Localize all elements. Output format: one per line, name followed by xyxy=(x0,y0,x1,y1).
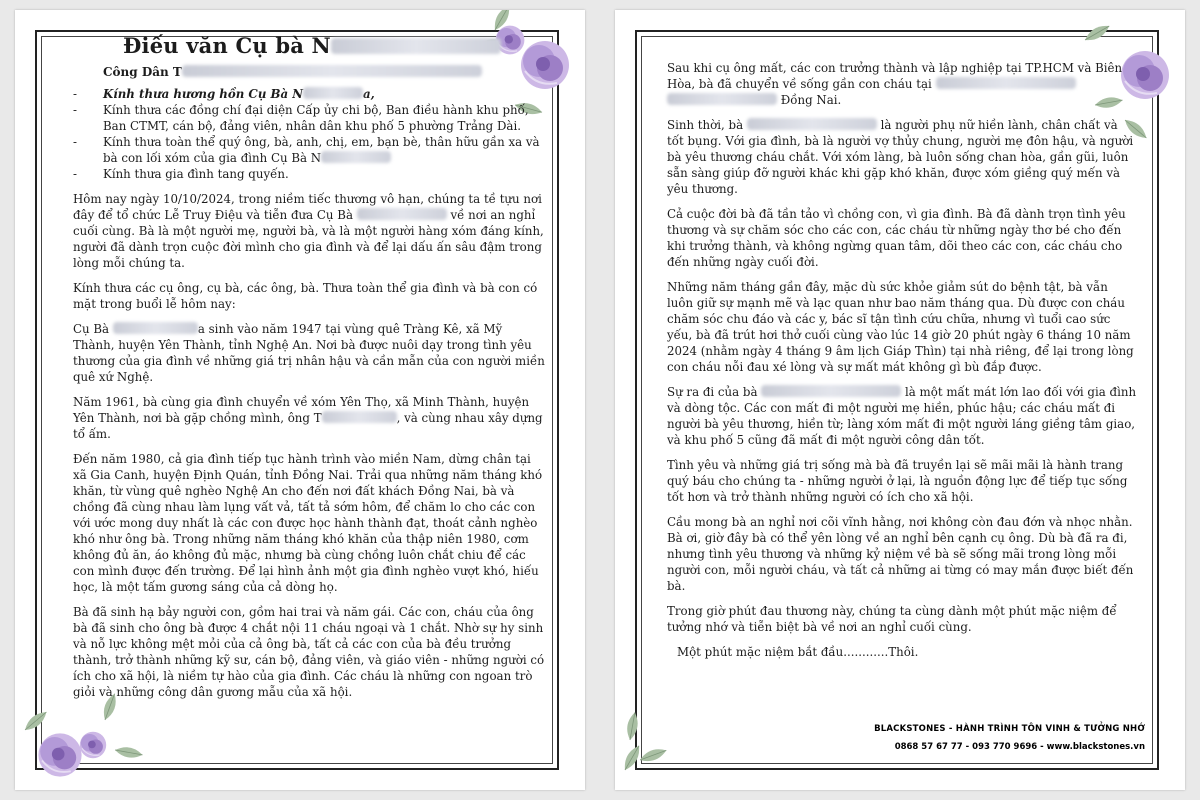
paragraph: Năm 1961, bà cùng gia đình chuyển về xóm Yên Thọ, xã Minh Thành, huyện Yên Thành, nơi bà gặp chồng mình, ông T , và cùng nhau xây dựng tổ ấm. xyxy=(73,395,543,441)
eulogy-page-1 xyxy=(15,10,585,790)
paragraph: Hôm nay ngày 10/10/2024, trong niềm tiếc thương vô hạn, chúng ta tề tựu nơi đây để tổ chức Lễ Truy Điệu và tiễn đưa Cụ Bà về nơi an nghỉ cuối cùng. Bà là một người mẹ, người bà, và là một người hàng xóm đáng kính, người đã dành trọn cuộc đời mình cho gia đình và để lại dấu ấn sâu đậm trong lòng mỗi chúng ta. xyxy=(73,192,544,270)
eulogy-page-2 xyxy=(615,10,1185,790)
paragraph: Sinh thời, bà là người phụ nữ hiền lành, chân chất và tốt bụng. Với gia đình, bà là người vợ thủy chung, người mẹ đôn hậu, và người bà yêu thương cháu chắt. Với xóm làng, bà luôn sống chan hòa, gần gũi, luôn sẵn sàng giúp đỡ người khác khi gặp khó khăn, được xóm giềng quý mến và yêu thương. xyxy=(667,118,1134,196)
paragraph: Tình yêu và những giá trị sống mà bà đã truyền lại sẽ mãi mãi là hành trang quý báu cho chúng ta - những người ở lại, là nguồn động lực để tiếp tục sống tốt hơn và trở thành những người có ích cho xã hội. xyxy=(667,458,1128,504)
paragraph: Sự ra đi của bà là một mất mát lớn lao đối với gia đình và dòng tộc. Các con mất đi một người mẹ hiền, phúc hậu; các cháu mất đi người bà yêu thương, hiền từ; làng xóm mất đi một người láng giềng tâm giao, và khu phố 5 cũng đã mất đi một người công dân tốt. xyxy=(667,385,1137,447)
paragraph: Những năm tháng gần đây, mặc dù sức khỏe giảm sút do bệnh tật, bà vẫn luôn giữ sự mạnh mẽ và lạc quan như bao năm tháng qua. Dù được con cháu chăm sóc chu đáo và các y, bác sĩ tận tình cứu chữa, nhưng vì tuổi cao sức yếu, bà đã trút hơi thở cuối cùng vào lúc 14 giờ 20 phút ngày 6 tháng 10 năm 2024 (nhằm ngày 4 tháng 9 âm lịch Giáp Thìn) tại nhà riêng, để lại trong lòng con cháu nỗi đau xé lòng và sự mất mát không gì bù đắp được. xyxy=(667,280,1134,374)
greeting-line: - Kính thưa gia đình tang quyến. xyxy=(73,167,289,181)
paragraph: Đến năm 1980, cả gia đình tiếp tục hành trình vào miền Nam, dừng chân tại xã Gia Canh, huyện Định Quán, tỉnh Đồng Nai. Trải qua những năm tháng khó khăn, từ vùng quê nghèo Nghệ An cho đến nơi đất khách Đồng Nai, bà và chồng đã cùng nhau làm lụng vất vả, tất tả sớm hôm, để chăm lo cho các con với ước mong duy nhất là các con được học hành thành đạt, thoát cảnh nghèo khó như ông bà. Trong những năm tháng khó khăn của thập niên 1980, cơm không đủ ăn, áo không đủ mặc, nhưng bà cùng chồng luôn chắt chiu để các con mình được đến trường. Để lại hình ảnh một gia đình nghèo vượt khó, hiếu học, là một tấm gương sáng của cả dòng họ. xyxy=(73,452,543,594)
paragraph: Cầu mong bà an nghỉ nơi cõi vĩnh hằng, nơi không còn đau đớn và nhọc nhằn. Bà ơi, giờ đây bà có thể yên lòng về an nghỉ bên cạnh cụ ông. Dù bà đã ra đi, nhưng tình yêu thương và những kỷ niệm về bà sẽ sống mãi trong lòng mỗi người con, mỗi người cháu, và tất cả những ai từng có may mắn được biết đến bà. xyxy=(667,515,1134,593)
document-title: Điếu văn Cụ bà N xyxy=(123,38,545,54)
paragraph: Trong giờ phút đau thương này, chúng ta cùng dành một phút mặc niệm để tưởng nhớ và tiễn biệt bà về nơi an nghỉ cuối cùng. xyxy=(667,604,1117,634)
paragraph: Kính thưa các cụ ông, cụ bà, các ông, bà. Thưa toàn thể gia đình và bà con có mặt trong buổi lễ hôm nay: xyxy=(73,281,538,311)
page-2-content xyxy=(667,60,1137,660)
paragraph: Sau khi cụ ông mất, các con trưởng thành và lập nghiệp tại TP.HCM và Biên Hòa, bà đã chuyển về sống gần con cháu tại Đồng Nai. xyxy=(667,61,1123,107)
paragraph: Bà đã sinh hạ bảy người con, gồm hai trai và năm gái. Các con, cháu của ông bà đã sinh cho ông bà được 4 chắt nội 11 cháu ngoại và 1 chắt. Nhờ sự hy sinh và nỗ lực không mệt mỏi của cả ông bà, tất cả các con của bà đều trưởng thành, trở thành những kỹ sư, cán bộ, đảng viên, và giáo viên - những người có ích cho xã hội, là niềm tự hào của gia đình. Các cháu là những con ngoan trò giỏi và những công dân gương mẫu của xã hội. xyxy=(73,605,545,699)
greeting-line: - Kính thưa các đồng chí đại diện Cấp ủy chi bộ, Ban điều hành khu phố, Ban CTMT, cán bộ, đảng viên, nhân dân khu phố 5 phường Trảng Dài. xyxy=(73,103,529,133)
page-1-content xyxy=(73,33,545,700)
leaf-sprig-icon xyxy=(615,700,705,790)
purple-rose-icon xyxy=(15,690,165,790)
footer-contact: 0868 57 67 77 - 093 770 9696 - www.blackstones.vn xyxy=(894,742,1145,752)
document-subtitle: Công Dân T xyxy=(103,64,545,80)
greeting-line: - Kính thưa toàn thể quý ông, bà, anh, chị, em, bạn bè, thân hữu gần xa và bà con lối xóm của gia đình Cụ Bà N xyxy=(73,135,540,165)
footer xyxy=(874,724,1145,752)
footer-brand: BLACKSTONES - HÀNH TRÌNH TÔN VINH & TƯỞNG NHỚ xyxy=(874,724,1145,734)
closing-line: Một phút mặc niệm bắt đầu............Thôi. xyxy=(677,645,919,659)
paragraph: Cụ Bà a sinh vào năm 1947 tại vùng quê Tràng Kê, xã Mỹ Thành, huyện Yên Thành, tỉnh Nghệ An. Nơi bà được nuôi dạy trong tình yêu thương của gia đình về những giá trị nhân hậu và cần mẫn của con người miền quê xứ Nghệ. xyxy=(73,322,545,384)
greeting-line: - Kính thưa hương hồn Cụ Bà N a, xyxy=(73,87,375,101)
paragraph: Cả cuộc đời bà đã tần tảo vì chồng con, vì gia đình. Bà đã dành trọn tình yêu thương và sự chăm sóc cho các con, các cháu từ những ngày thơ bé cho đến khi trưởng thành, và không ngừng quan tâm, dõi theo các con, các cháu cho đến những ngày cuối đời. xyxy=(667,207,1126,269)
